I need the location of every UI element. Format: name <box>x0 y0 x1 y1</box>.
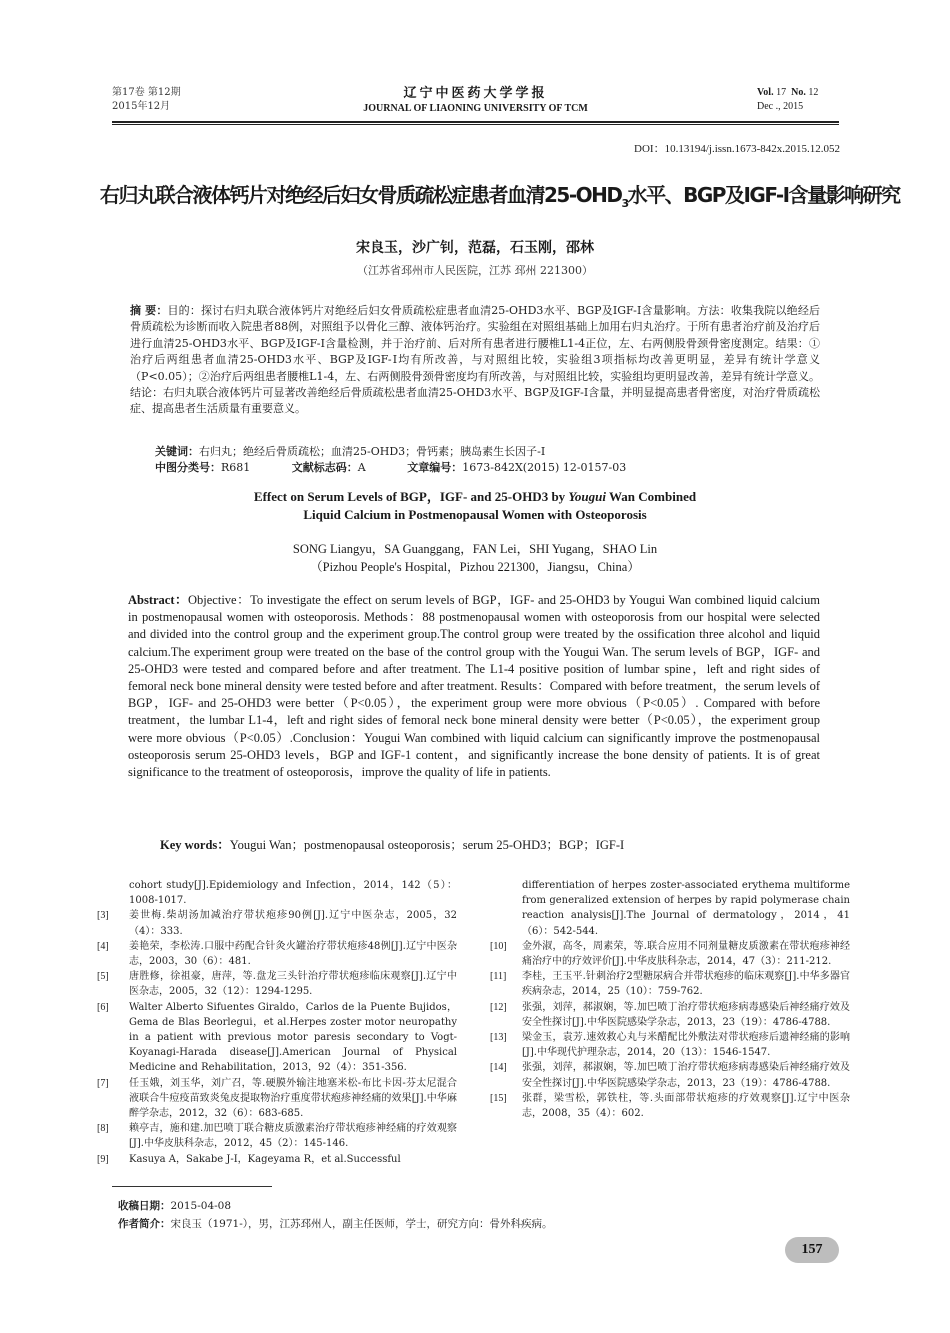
reference-text: 梁金玉，袁芳.速效救心丸与米醋配比外敷法对带状疱疹后遗神经痛的影响[J].中华现代护理杂志，2014，20（13）：1546-1547. <box>522 1032 850 1059</box>
reference-item <box>490 939 850 969</box>
reference-text: 金外淑，高冬，周素荣，等.联合应用不同剂量糖皮质激素在带状疱疹神经痛治疗中的疗效评价[J].中华皮肤科杂志，2014，47（3）：211-212. <box>522 940 850 968</box>
reference-number: [3] <box>97 910 109 922</box>
reference-item <box>97 969 457 999</box>
title-en-line2: Liquid Calcium in Postmenopausal Women with Osteoporosis <box>303 507 647 522</box>
doc-label: 文献标志码： <box>291 461 358 474</box>
reference-item <box>490 969 850 999</box>
authors-en: SONG Liangyu，SA Guanggang，FAN Lei，SHI Yugang，SHAO Lin <box>292 542 658 556</box>
reference-text: 任玉娥，刘玉华，刘广召，等.硬膜外输注地塞米松-布比卡因-芬太尼混合液联合牛痘疫苗致炎兔皮提取物治疗重度带状疱疹神经痛的效果[J].中华麻醉学杂志，2012，32（6）：683-685. <box>129 1077 457 1120</box>
reference-number <box>490 878 522 939</box>
reference-item <box>490 878 850 939</box>
reference-number: [6] <box>97 1001 109 1013</box>
title-part2: 水平、BGP及IGF-Ⅰ含量影响研究 <box>627 183 900 207</box>
journal-name-en: JOURNAL OF LIAONING UNIVERSITY OF TCM <box>363 103 588 114</box>
page-number: 157 <box>785 1237 839 1263</box>
reference-item <box>97 1121 457 1151</box>
reference-text: 张强，刘萍，郝淑娴，等.加巴喷丁治疗带状疱疹病毒感染后神经痛疗效及安全性探讨[J].中华医院感染学杂志，2013，23（19）：4786-4788. <box>522 1062 850 1089</box>
reference-number: [11] <box>490 971 507 983</box>
title-part1: 右归丸联合液体钙片对绝经后妇女骨质疏松症患者血清25-OHD <box>100 183 622 207</box>
reference-text: cohort study[J].Epidemiology and Infection，2014，142（5）：1008-1017. <box>129 880 457 907</box>
no-label: No. <box>791 87 806 98</box>
reference-number: [12] <box>490 1001 507 1013</box>
journal-header <box>112 86 839 122</box>
reference-text: 唐胜修，徐祖豪，唐萍，等.盘龙三头针治疗带状疱疹临床观察[J].辽宁中医杂志，2005，32（12）：1294-1295. <box>129 971 457 998</box>
reference-item <box>97 908 457 938</box>
title-en-line1-b: Wan Combined <box>606 489 697 504</box>
author-bio-value: 宋良玉（1971-），男，江苏邳州人，副主任医师，学士，研究方向：骨外科疾病。 <box>170 1218 553 1230</box>
title-en-italic: Yougui <box>568 489 606 504</box>
references-right-column <box>490 878 850 1121</box>
affiliation-cn: （江苏省邳州市人民医院，江苏 邳州 221300） <box>357 264 593 277</box>
title-subscript: 3 <box>621 197 628 210</box>
document-code <box>292 461 366 474</box>
reference-number: [4] <box>97 940 109 952</box>
reference-item <box>490 1030 850 1060</box>
abstract-cn-text: 目的：探讨右归丸联合液体钙片对绝经后妇女骨质疏松症患者血清25-OHD3水平、BGP及IGF-Ⅰ含量影响。方法：收集我院以绝经后骨质疏松为诊断而收入院患者88例，对照组予以骨化三醇、液体钙治疗。实验组在对照组基础上加用右归丸治疗。于所有患者治疗前及治疗后进行血清25-OHD3水平、BGP及IGF-Ⅰ含量检测，并于治疗前、后对所有患者进行腰椎L1-4正位，左、右两侧股骨颈骨密度测定。结果：①治疗后两组患者血清25-OHD3水平、BGP及IGF-Ⅰ均有所改善，与对照组比较，实验组3项指标均改善更明显，差异有统计学意义（P<0.05）；②治疗后两组患者腰椎L1-4，左、右两侧股骨颈骨密度均有所改善，与对照组比较，实验组均更明显改善，差异有统计学意义。结论：右归丸联合液体钙片可显著改善绝经后骨质疏松患者血清25-OHD3水平、BGP及IGF-Ⅰ含量，并明显提高患者骨密度，对治疗骨质疏松症、提高患者生活质量有重要意义。 <box>130 304 820 416</box>
authors-en-block <box>0 540 950 576</box>
reference-item <box>97 878 457 908</box>
footnote-rule <box>112 1186 272 1187</box>
title-en-line1-a: Effect on Serum Levels of BGP，IGF- and 25-OHD3 by <box>253 489 569 504</box>
reference-item <box>97 1152 457 1167</box>
reference-number: [7] <box>97 1077 109 1089</box>
author-bio-label: 作者简介： <box>118 1218 171 1230</box>
classification-line <box>155 459 664 475</box>
keywords-en <box>160 835 624 853</box>
keywords-en-text: Yougui Wan；postmenopausal osteoporosis；serum 25-OHD3；BGP；IGF-I <box>229 838 625 852</box>
authors-cn: 宋良玉，沙广钊，范磊，石玉刚，邵林 <box>356 240 594 256</box>
reference-number: [13] <box>490 1032 507 1044</box>
article-number <box>407 461 626 474</box>
header-volume-en <box>757 86 839 100</box>
reference-text: 赖亭吉，施和建.加巴喷丁联合糖皮质激素治疗带状疱疹神经痛的疗效观察[J].中华皮肤科杂志，2012，45（2）：145-146. <box>129 1123 457 1150</box>
reference-text: 李桂，王玉平.针刺治疗2型糖尿病合并带状疱疹的临床观察[J].中华多器官疾病杂志，2014，25（10）：759-762. <box>522 971 850 998</box>
received-label: 收稿日期： <box>118 1200 171 1212</box>
header-journal-name <box>112 86 839 116</box>
reference-text: 姜艳荣，李松涛.口服中药配合针灸火罐治疗带状疱疹48例[J].辽宁中医杂志，2003，30（6）：481. <box>129 940 457 968</box>
doi: DOI：10.13194/j.issn.1673-842x.2015.12.052 <box>634 143 840 155</box>
article-title-cn <box>100 180 900 219</box>
clc-number <box>155 461 250 474</box>
reference-number <box>97 878 129 908</box>
reference-text: Walter Alberto Sifuentes Giraldo，Carlos de la Puente Bujidos，Gema de Blas Beorlegui，et al.Herpes zoster motor neuropathy in a patient with previous motor paresis secondary to Vogt-Koyanagi-Harada disease[J].American Journal of Physical Medicine and Rehabilitation，2013，92（4）：351-356. <box>129 1001 457 1074</box>
received-value: 2015-04-08 <box>170 1200 232 1212</box>
vol-label: Vol. <box>757 87 774 98</box>
reference-text: Kasuya A，Sakabe J-I，Kageyama R，et al.Successful <box>129 1153 401 1165</box>
reference-text: differentiation of herpes zoster-associated erythema multiforme from generalized extension of herpes by rapid polymerase chain reaction analysis[J].The Journal of dermatology，2014，41（6）：542-544. <box>522 880 850 937</box>
article-value: 1673-842X(2015) 12-0157-03 <box>462 461 627 474</box>
abstract-en-text: Objective：To investigate the effect on serum levels of BGP，IGF- and 25-OHD3 by Yougui Wan combined liquid calcium in postmenopausal women with osteoporosis. Methods：88 postmenopausal women with osteoporosis from our hospital were selected and divided into the control group and the experiment group.The control group were treated by the ossification three alcohol and liquid calcium.The experiment group were treated on the base of the control group with the Yougui Wan. The serum levels of BGP，IGF- and 25-OHD3 were tested and compared before and after treatment. The L1-4 positive position of lumbar spine，left and right sides of femoral neck bone mineral density were tested before and after treatment. Results：Compared with before treatment，the serum levels of BGP，IGF- and 25-OHD3 were better（P<0.05），the experiment group were more obvious（P<0.05）. Compared with before treatment，the lumbar L1-4，left and right sides of femoral neck bone mineral density were better（P<0.05），the experiment group were more obvious（P<0.05）.Conclusion：Yougui Wan combined with liquid calcium can significantly improve the postmenopausal osteoporosis serum 25-OHD3 levels，BGP and IGF-1 content，and significantly increase the bone density of patients. It is of great significance to the treatment of osteoporosis，improve the quality of life in patients. <box>128 593 820 780</box>
reference-item <box>97 1076 457 1122</box>
reference-item <box>97 939 457 969</box>
keywords-cn <box>155 443 545 459</box>
affiliation-en: （Pizhou People's Hospital，Pizhou 221300，Jiangsu，China） <box>310 560 640 574</box>
reference-item <box>490 1060 850 1090</box>
keywords-cn-text: 右归丸；绝经后骨质疏松；血清25-OHD3；骨钙素；胰岛素生长因子-I <box>199 445 546 458</box>
doc-value: A <box>357 461 366 474</box>
journal-name-cn: 辽宁中医药大学学报 <box>403 86 548 101</box>
reference-item <box>97 1000 457 1076</box>
received-date <box>118 1198 231 1213</box>
header-issue-en <box>757 86 839 114</box>
title-en-line1 <box>0 488 950 506</box>
reference-number: [8] <box>97 1123 109 1135</box>
abstract-cn-label: 摘 要： <box>130 304 168 317</box>
abstract-cn <box>130 303 820 418</box>
abstract-en-label: Abstract： <box>128 593 188 607</box>
clc-value: R681 <box>221 461 251 474</box>
author-bio <box>118 1216 553 1231</box>
header-date-cn: 2015年12月 <box>112 101 171 112</box>
no-value: 12 <box>808 87 819 98</box>
reference-text: 姜世梅.柴胡汤加减治疗带状疱疹90例[J].辽宁中医杂志，2005，32（4）：333. <box>129 910 457 937</box>
header-volume-cn: 第17卷 第12期 <box>112 87 181 98</box>
article-label: 文章编号： <box>407 461 463 474</box>
reference-number: [15] <box>490 1092 507 1104</box>
reference-number: [14] <box>490 1062 507 1074</box>
header-rule-thick <box>112 121 839 123</box>
keywords-en-label: Key words： <box>160 838 230 852</box>
reference-text: 张强，刘萍，郝淑娴，等.加巴喷丁治疗带状疱疹病毒感染后神经痛疗效及安全性探讨[J].中华医院感染学杂志，2013，23（19）：4786-4788. <box>522 1001 850 1028</box>
reference-item <box>490 1091 850 1121</box>
clc-label: 中图分类号： <box>155 461 221 474</box>
reference-number: [5] <box>97 971 109 983</box>
article-title-en <box>0 488 950 524</box>
reference-number: [9] <box>97 1153 109 1165</box>
vol-value: 17 <box>776 87 787 98</box>
abstract-en <box>128 592 820 781</box>
header-rule-thin <box>112 124 839 125</box>
header-date-en: Dec ., 2015 <box>757 101 804 112</box>
references-left-column <box>97 878 457 1167</box>
reference-item <box>490 1000 850 1030</box>
keywords-cn-label: 关键词： <box>155 445 199 458</box>
reference-number: [10] <box>490 940 507 952</box>
reference-text: 张群，梁雪松，郭铁柱，等.头面部带状疱疹的疗效观察[J].辽宁中医杂志，2008，35（4）：602. <box>522 1092 850 1120</box>
